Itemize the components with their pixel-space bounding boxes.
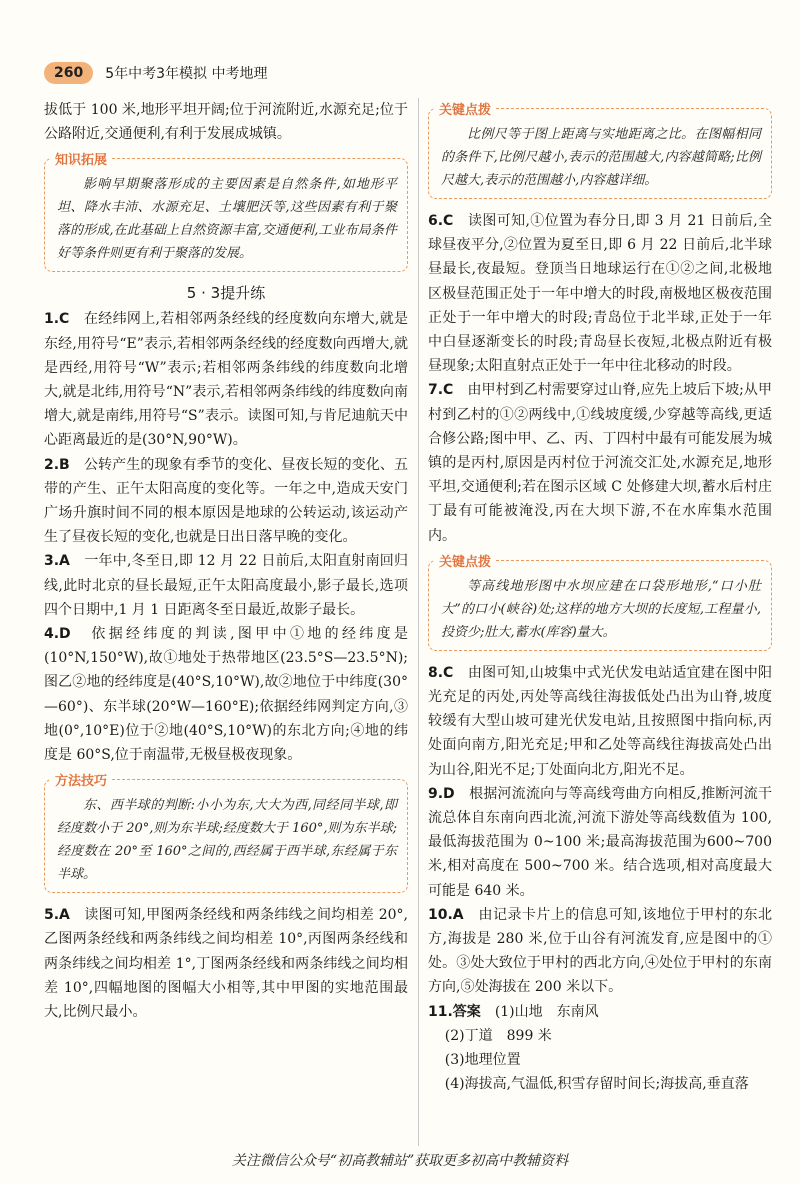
- answer-7: [428, 378, 772, 547]
- answer-11-line-1: (1)山地 东南风: [494, 1003, 599, 1020]
- knowledge-box-tag: 知识拓展: [51, 149, 111, 168]
- method-box: [44, 774, 408, 893]
- method-box-tag: 方法技巧: [51, 770, 111, 789]
- answer-10-text: 由记录卡片上的信息可知,该地位于甲村的东北方,海拔是 280 米,位于山谷有河流发育,应是图中的①处。③处大致位于甲村的西北方向,④处位于甲村的东南方向,⑤处海拔在 200 米以下。: [428, 906, 773, 996]
- answer-6-num: 6.C: [428, 213, 454, 229]
- answer-4-text: 依据经纬度的判读,图甲中①地的经纬度是(10°N,150°W),故①地处于热带地区(23.5°S—23.5°N);图乙②地的经纬度是(40°S,10°W),故②地位于中纬度(30°—60°)、东半球(20°W—160°E);依据经纬网判定方向,③地(0°,10°E)位于②地(40°S,10°W)的东北方向;④地的纬度是 60°S,位于南温带,无极昼极夜现象。: [44, 626, 408, 764]
- answer-11-line-3: (3)地理位置: [444, 1052, 521, 1069]
- answer-8-num: 8.C: [428, 664, 454, 681]
- answer-9-num: 9.D: [428, 785, 455, 802]
- answer-1: [44, 307, 408, 452]
- answer-9-text: 根据河流流向与等高线弯曲方向相反,推断河流干流总体自东南向西北流,河流下游处等高线数值为 100,最低海拔范围为 0~100 米;最高海拔范围为600~700 米,相对高度在 500~700 米。结合选项,相对高度最大可能是 640 米。: [428, 785, 773, 899]
- answer-7-text: 由甲村到乙村需要穿过山脊,应先上坡后下坡;从甲村到乙村的①②两线中,①线坡度缓,少穿越等高线,更适合修公路;图中甲、乙、丙、丁四村中最有可能发展为城镇的是丙村,原因是丙村位于河流交汇处,水源充足,地形平坦,交通便利;若在图示区域 C 处修建大坝,蓄水后村庄丁最有可能被淹没,丙在大坝下游,不在水库集水范围内。: [428, 382, 772, 544]
- key-point-box-2-text: 等高线地形图中水坝应建在口袋形地形,“口小肚大”的口小(峡谷)处;这样的地方大坝的长度短,工程量小,投资少;肚大,蓄水(库容)量大。: [441, 578, 761, 640]
- answer-1-text: 在经纬网上,若相邻两条经线的经度数向东增大,就是东经,用符号“E”表示,若相邻两条经线的经度数向西增大,就是西经,用符号“W”表示;若相邻两条纬线的纬度数向北增大,就是北纬,用符号“N”表示,若相邻两条纬线的纬度数向南增大,就是南纬,用符号“S”表示。读图可知,与肯尼迪航天中心距离最近的是(30°N,90°W)。: [44, 311, 408, 449]
- answer-11-num: 11.答案: [428, 1003, 481, 1020]
- knowledge-box: [44, 153, 408, 272]
- left-column: [44, 98, 408, 1024]
- answer-3-num: 3.A: [44, 553, 70, 570]
- answer-11-line-4: (4)海拔高,气温低,积雪存留时间长;海拔高,垂直落: [444, 1076, 749, 1093]
- answer-4-num: 4.D: [44, 626, 71, 643]
- section-title: 5 · 3提升练: [186, 284, 266, 303]
- answer-7-num: 7.C: [428, 382, 454, 399]
- answer-3-text: 一年中,冬至日,即 12 月 22 日前后,太阳直射南回归线,此时北京的昼长最短,正午太阳高度最小,影子最长,选项四个日期中,1 月 1 日距离冬至日最近,故影子最长。: [44, 553, 409, 618]
- right-column: [428, 98, 772, 1097]
- answer-11-line-2: (2)丁道 899 米: [444, 1027, 552, 1044]
- answer-6: [428, 209, 772, 378]
- book-title: 5年中考3年模拟 中考地理: [105, 66, 268, 82]
- key-point-box-1-tag: 关键点拨: [435, 99, 495, 118]
- answer-5: [44, 903, 408, 1024]
- key-point-box-1-text: 比例尺等于图上距离与实地距离之比。在图幅相同的条件下,比例尺越小,表示的范围越大,内容越简略;比例尺越大,表示的范围越小,内容越详细。: [441, 127, 761, 188]
- answer-8: [428, 661, 772, 782]
- page-header: [44, 62, 268, 84]
- answer-5-text: 读图可知,甲图两条经线和两条纬线之间均相差 20°,乙图两条经线和两条纬线之间均相差 10°,丙图两条经线和两条纬线之间均相差 1°,丁图两条经线和两条纬线之间均相差 10°,四幅地图的图幅大小相等,其中甲图的实地范围最大,比例尺最小。: [44, 907, 408, 1021]
- answer-2-text: 公转产生的现象有季节的变化、昼夜长短的变化、五带的产生、正午太阳高度的变化等。一年之中,造成天安门广场升旗时间不同的根本原因是地球的公转运动,该运动产生了昼夜长短的变化,也就是日出日落早晚的变化。: [44, 456, 409, 546]
- answer-1-num: 1.C: [44, 311, 70, 328]
- answer-6-text: 读图可知,①位置为春分日,即 3 月 21 日前后,全球昼夜平分,②位置为夏至日,即 6 月 22 日前后,北半球昼最长,夜最短。登顶当日地球运行在①②之间,北极地区极昼范围正处于一年中增大的时段,南极地区极夜范围正处于一年中增大的时段;青岛位于北半球,正处于一年中白昼逐渐变长的时段;青岛昼长夜短,北极点附近有极昼现象;太阳直射点正处于一年中往北移动的时段。: [428, 213, 772, 375]
- intro-paragraph: 拔低于 100 米,地形平坦开阔;位于河流附近,水源充足;位于公路附近,交通便利,有利于发展成城镇。: [44, 102, 408, 143]
- answer-10: [428, 903, 772, 1000]
- method-box-text: 东、西半球的判断:小小为东,大大为西,同经同半球,即经度数小于 20°,则为东半球;经度数大于 160°,则为东半球;经度数在 20°至 160°之间的,西经属于西半球,东经属于东半球。: [57, 798, 397, 883]
- column-divider: [418, 98, 419, 1146]
- answer-10-num: 10.A: [428, 906, 464, 923]
- answer-4: [44, 622, 408, 767]
- footer-note: 关注微信公众号“初高教辅站”获取更多初高中教辅资料: [231, 1153, 569, 1169]
- key-point-box-2-tag: 关键点拨: [435, 551, 495, 570]
- answer-2: [44, 453, 408, 550]
- knowledge-box-text: 影响早期聚落形成的主要因素是自然条件,如地形平坦、降水丰沛、水源充足、土壤肥沃等,这些因素有利于聚落的形成,在此基础上自然资源丰富,交通便利,工业布局条件好等条件则更有利于聚落的发展。: [57, 177, 397, 262]
- answer-3: [44, 549, 408, 622]
- answer-2-num: 2.B: [44, 456, 70, 473]
- answer-9: [428, 782, 772, 903]
- page-number: 260: [44, 62, 93, 84]
- answer-11: [428, 1000, 772, 1024]
- answer-8-text: 由图可知,山坡集中式光伏发电站适宜建在图中阳光充足的丙处,丙处等高线往海拔低处凸出为山脊,坡度较缓有大型山坡可建光伏发电站,且按照图中指向标,丙处面向南方,阳光充足;甲和乙处等高线往海拔高处凸出为山谷,阳光不足;丁处面向北方,阳光不足。: [428, 664, 773, 778]
- answer-5-num: 5.A: [44, 907, 70, 924]
- key-point-box-1: [428, 103, 772, 199]
- key-point-box-2: [428, 554, 772, 651]
